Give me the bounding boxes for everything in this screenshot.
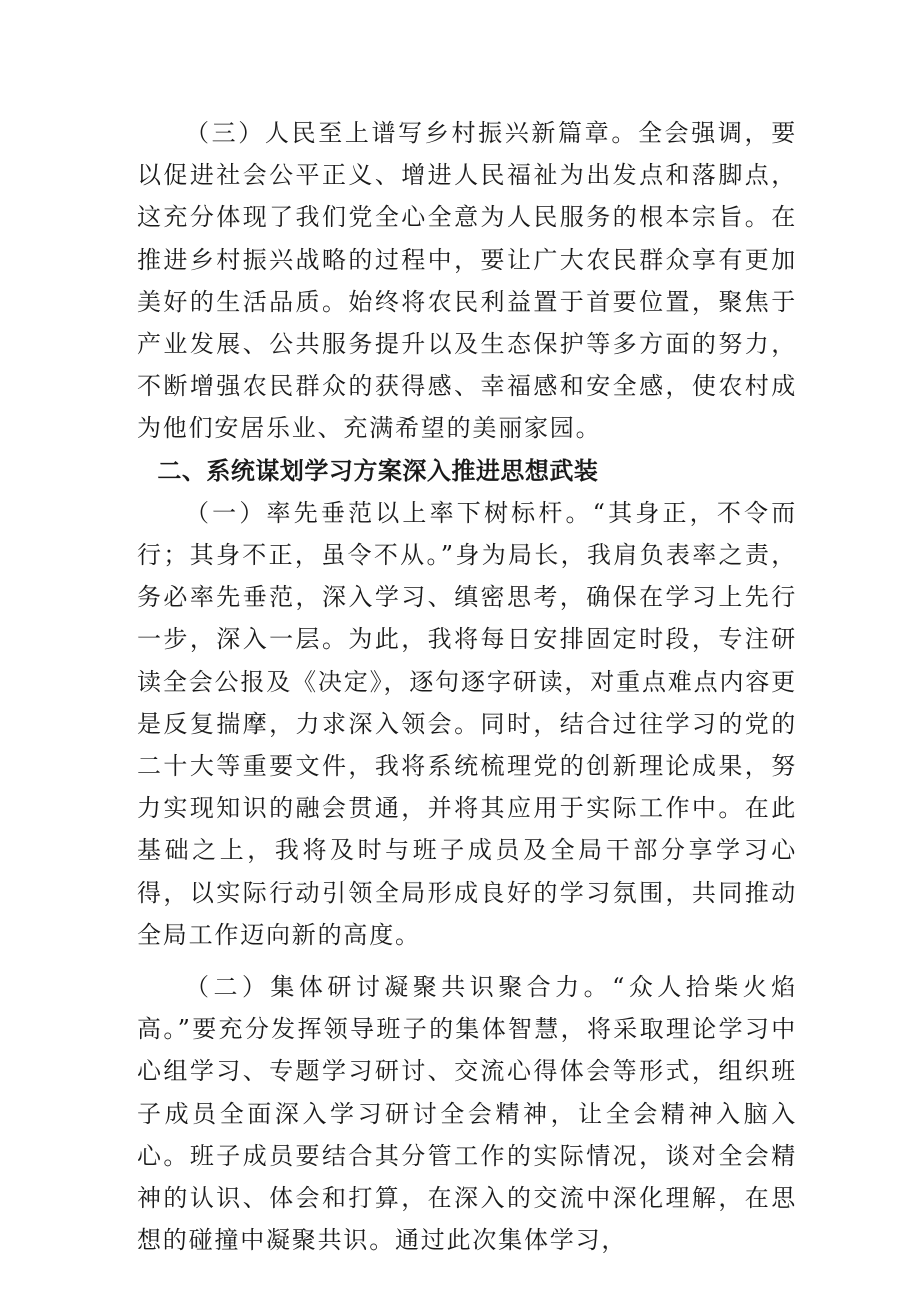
paragraph-2-1: （一）率先垂范以上率下树标杆。“其身正，不令而行；其身不正，虽令不从。”身为局长，我肩负表率之责，务必率先垂范，深入学习、缜密思考，确保在学习上先行一步，深入一层。为此，我将每日安排固定时段，专注研读全会公报及《决定》，逐句逐字研读，对重点难点内容更是反复揣摩，力求深入领会。同时，结合过往学习的党的二十大等重要文件，我将系统梳理党的创新理论成果，努力实现知识的融会贯通，并将其应用于实际工作中。在此基础之上，我将及时与班子成员及全局干部分享学习心得，以实际行动引领全局形成良好的学习氛围，共同推动全局工作迈向新的高度。: [137, 498, 797, 949]
paragraph-3-3: （三）人民至上谱写乡村振兴新篇章。全会强调，要以促进社会公平正义、增进人民福祉为出发点和落脚点，这充分体现了我们党全心全意为人民服务的根本宗旨。在推进乡村振兴战略的过程中，要让广大农民群众享有更加美好的生活品质。始终将农民利益置于首要位置，聚焦于产业发展、公共服务提升以及生态保护等多方面的努力，不断增强农民群众的获得感、幸福感和安全感，使农村成为他们安居乐业、充满希望的美丽家园。: [137, 119, 797, 443]
document-body: [137, 112, 797, 1261]
paragraph-2-2: （二）集体研讨凝聚共识聚合力。“众人拾柴火焰高。”要充分发挥领导班子的集体智慧，将采取理论学习中心组学习、专题学习研讨、交流心得体会等形式，组织班子成员全面深入学习研讨全会精神，让全会精神入脑入心。班子成员要结合其分管工作的实际情况，谈对全会精神的认识、体会和打算，在深入的交流中深化理解，在思想的碰撞中凝聚共识。通过此次集体学习，: [137, 973, 797, 1255]
section-2-heading: 二、系统谋划学习方案深入推进思想武装: [157, 456, 599, 485]
